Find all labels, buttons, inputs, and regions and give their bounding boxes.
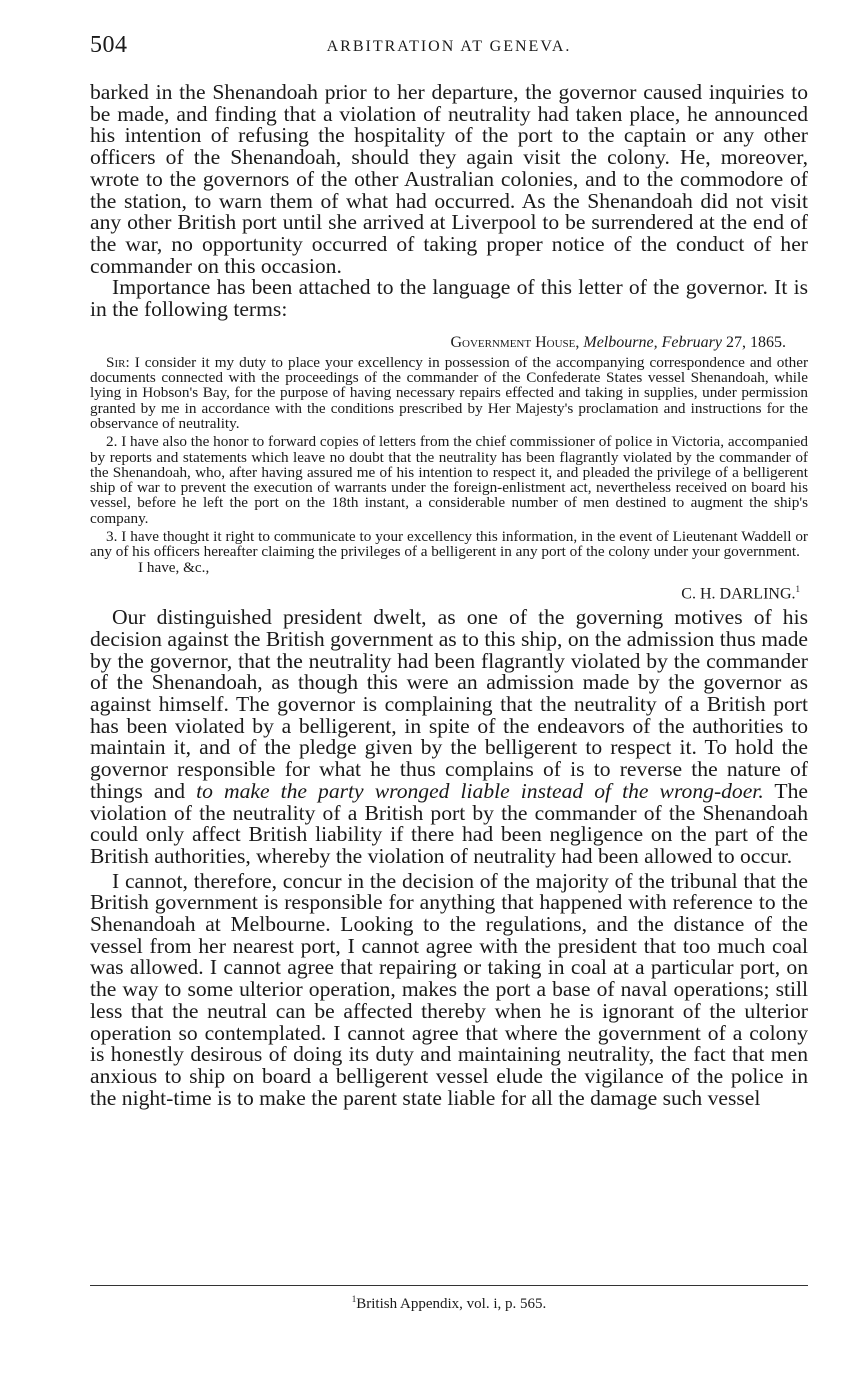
- letter-paragraph-2: 2. I have also the honor to forward copies of letters from the chief commissioner of police in Victoria, accompanied by reports and statements which leave no doubt that the neutrality has been flagrantly violated by the commander of the Shenandoah, who, after having assured me of his intention to respect it, and pleaded the privilege of a belligerent ship of war to prevent the execution of warrants under the foreign-enlistment act, nevertheless received on board his vessel, before he left the port on the 18th instant, a considerable number of men destined to augment the ship's company.: [90, 433, 808, 527]
- page-number: 504: [90, 32, 128, 58]
- body-text-continued: [90, 607, 808, 1109]
- paragraph-president: [90, 607, 808, 867]
- letter-signature: [90, 579, 808, 604]
- paragraph-continuation: barked in the Shenandoah prior to her departure, the governor caused inquiries to be made, and finding that a violation of neutrality had taken place, he announced his intention of refusing the hospitality of the port to the captain or any other officers of the Shenandoah, should they again visit the colony. He, moreover, wrote to the governors of the other Australian colonies, and to the commodore of the station, to warn them of what had occurred. As the Shenandoah did not visit any other British port until she arrived at Liverpool to be surrendered at the end of the war, no opportunity occurred of taking proper notice of the conduct of her commander on this occasion.: [90, 80, 808, 278]
- signature-name: C. H. DARLING.: [681, 585, 796, 603]
- letter-heading-place: Government House,: [450, 333, 580, 351]
- footnote-rule: [90, 1285, 808, 1286]
- letter-paragraph-3: 3. I have thought it right to communicate to your excellency this information, in the event of Lieutenant Waddell or any of his officers hereafter claiming the privileges of a belligerent in any port of the colony under your government.: [90, 528, 808, 561]
- letter-paragraph-1-text: I consider it my duty to place your excellency in possession of the accompanying correspondence and other documents connected with the proceedings of the commander of the Confederate States vessel Shenandoah, while lying in Hobson's Bay, for the purpose of having necessary repairs effected and taking in supplies, under permission granted by me in accordance with the conditions prescribed by Her Majesty's proclamation and instructions for the observance of neutrality.: [90, 353, 809, 432]
- governor-letter: [90, 334, 808, 604]
- footnote-ref: 1: [795, 583, 800, 594]
- footnote: [90, 1294, 808, 1313]
- page-header: [90, 32, 808, 62]
- document-page: [90, 32, 809, 1312]
- paragraph-president-a: Our distinguished president dwelt, as one of the governing motives of his decision against the British government as to this ship, on the admission thus made by the governor, that the neutrality had been flagrantly violated by the commander of the Shenandoah, as though this were an admission made by the governor as against himself. The governor is complaining that the neutrality of a British port has been violated by a belligerent, in spite of the endeavors of the authorities to maintain it, and of the pledge given by the belligerent to respect it. To hold the governor responsible for what he thus complains of is to reverse the nature of things and: [90, 605, 808, 803]
- paragraph-importance: Importance has been attached to the language of this letter of the governor. It is in the following terms:: [90, 275, 808, 322]
- letter-paragraph-1: [90, 355, 808, 431]
- paragraph-president-emphasis: to make the party wronged liable instead of the wrong-doer.: [196, 778, 764, 803]
- letter-heading-city: Melbourne, February: [583, 333, 722, 351]
- paragraph-president-b: The violation of the neutrality of a British port by the commander of the Shenandoah could only affect British liability if there had been negligence on the part of the British authorities, whereby the violation of neutrality had been allowed to occur.: [90, 778, 808, 868]
- footnote-text: British Appendix, vol. i, p. 565.: [356, 1296, 547, 1312]
- footnote-mark: 1: [351, 1294, 357, 1304]
- paragraph-cannot-concur: I cannot, therefore, concur in the decision of the majority of the tribunal that the British government is responsible for anything that happened with reference to the Shenandoah at Melbourne. Looking to the regulations, and the distance of the vessel from her nearest port, I cannot agree with the president that too much coal was allowed. I cannot agree that repairing or taking in coal at a particular port, on the way to some ulterior operation, makes the port a base of naval operations; still less that the neutral can be affected thereby when he is ignorant of the ulterior operation so contemplated. I cannot agree that where the government of a colony is honestly desirous of doing its duty and maintaining neutrality, the fact that men anxious to ship on board a belligerent vessel elude the vigilance of the police in the night-time is to make the parent state liable for all the damage such vessel: [90, 868, 808, 1110]
- letter-salutation: Sir:: [106, 353, 130, 371]
- running-title: ARBITRATION AT GENEVA.: [326, 38, 572, 55]
- letter-heading-date: 27, 1865.: [726, 333, 786, 351]
- body-text: [90, 82, 808, 321]
- letter-heading: [90, 334, 808, 352]
- letter-closing: I have, &c.,: [138, 558, 210, 576]
